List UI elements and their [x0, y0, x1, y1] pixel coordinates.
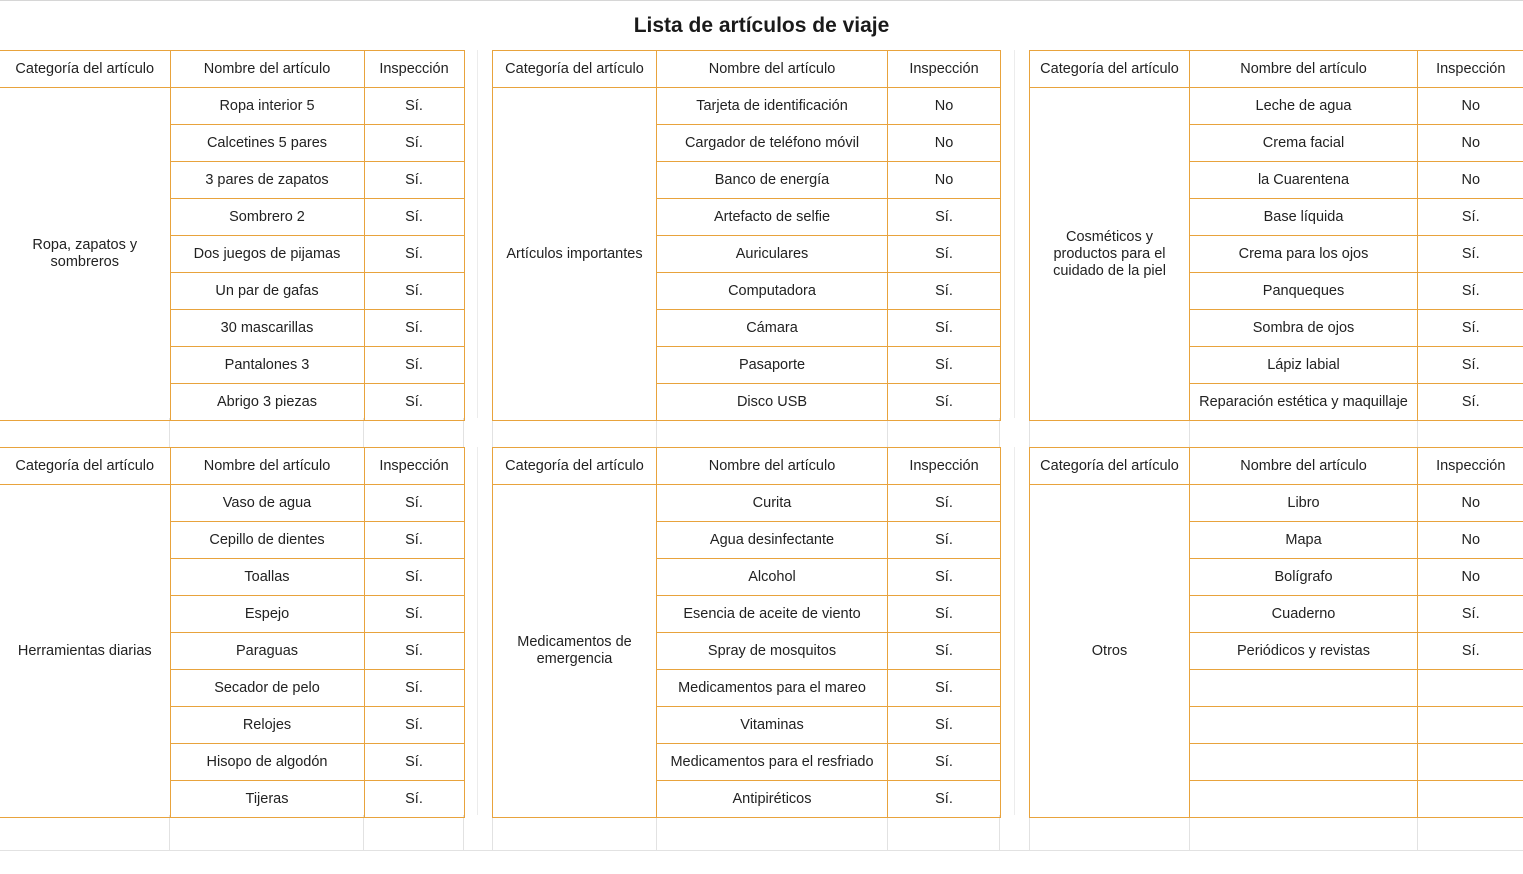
grid-line	[492, 815, 493, 851]
category-cell: Ropa, zapatos y sombreros	[0, 88, 170, 421]
grid-line	[887, 418, 888, 447]
inspection-cell: No	[1418, 162, 1523, 199]
header-category: Categoría del artículo	[0, 51, 170, 88]
table-ropa	[0, 50, 465, 419]
grid-line	[999, 418, 1000, 447]
section-row-top	[0, 50, 1523, 419]
grid-line	[363, 418, 364, 447]
grid-line	[492, 418, 493, 447]
header-row	[0, 51, 464, 88]
item-name-cell: Vaso de agua	[170, 485, 364, 522]
item-name-cell: Esencia de aceite de viento	[657, 596, 888, 633]
table-row	[1030, 88, 1523, 125]
inspection-cell: No	[1418, 125, 1523, 162]
grid-line	[463, 815, 464, 851]
item-name-cell: la Cuarentena	[1190, 162, 1418, 199]
item-name-cell: Leche de agua	[1190, 88, 1418, 125]
inspection-cell: Sí.	[888, 633, 1001, 670]
table-row	[493, 485, 1001, 522]
item-name-cell: Paraguas	[170, 633, 364, 670]
item-name-cell: Reparación estética y maquillaje	[1190, 384, 1418, 421]
inspection-cell: No	[1418, 88, 1523, 125]
inspection-cell: Sí.	[364, 522, 464, 559]
item-name-cell	[1190, 670, 1418, 707]
grid-line	[169, 418, 170, 447]
grid-line	[1029, 418, 1030, 447]
inspection-cell: Sí.	[364, 88, 464, 125]
header-row	[493, 51, 1001, 88]
header-row	[0, 448, 464, 485]
inspection-cell: No	[1418, 485, 1523, 522]
inspection-cell: Sí.	[364, 125, 464, 162]
inspection-cell: Sí.	[364, 236, 464, 273]
inspection-cell: No	[1418, 522, 1523, 559]
category-cell: Cosméticos y productos para el cuidado de la piel	[1030, 88, 1190, 421]
item-name-cell: Ropa interior 5	[170, 88, 364, 125]
grid-line	[1189, 418, 1190, 447]
inspection-cell: Sí.	[1418, 310, 1523, 347]
item-name-cell: Cuaderno	[1190, 596, 1418, 633]
category-cell: Medicamentos de emergencia	[493, 485, 657, 818]
item-name-cell: Tarjeta de identificación	[657, 88, 888, 125]
table-row	[0, 88, 464, 125]
inspection-cell: Sí.	[888, 744, 1001, 781]
inspection-cell: Sí.	[364, 384, 464, 421]
inspection-cell: Sí.	[888, 707, 1001, 744]
inspection-cell: Sí.	[364, 199, 464, 236]
header-row	[493, 448, 1001, 485]
grid-line	[887, 815, 888, 851]
inspection-cell: No	[888, 125, 1001, 162]
item-name-cell: Agua desinfectante	[657, 522, 888, 559]
item-name-cell: Cargador de teléfono móvil	[657, 125, 888, 162]
section-row-bottom	[0, 447, 1523, 816]
inspection-cell: Sí.	[888, 485, 1001, 522]
header-item-name: Nombre del artículo	[657, 51, 888, 88]
grid-line	[1189, 815, 1190, 851]
inspection-cell: Sí.	[1418, 199, 1523, 236]
item-name-cell: Crema facial	[1190, 125, 1418, 162]
grid-line	[463, 418, 464, 447]
header-category: Categoría del artículo	[493, 448, 657, 485]
table-herramientas	[0, 447, 465, 816]
inspection-cell: Sí.	[888, 273, 1001, 310]
inspection-cell: Sí.	[364, 633, 464, 670]
item-name-cell: Sombrero 2	[170, 199, 364, 236]
header-inspection: Inspección	[1418, 448, 1523, 485]
inspection-cell: Sí.	[364, 707, 464, 744]
table-row	[1030, 485, 1523, 522]
item-name-cell: Mapa	[1190, 522, 1418, 559]
item-name-cell: Computadora	[657, 273, 888, 310]
inspection-cell: Sí.	[364, 744, 464, 781]
inspection-cell: No	[888, 162, 1001, 199]
header-category: Categoría del artículo	[1030, 51, 1190, 88]
item-name-cell: Crema para los ojos	[1190, 236, 1418, 273]
inspection-cell: Sí.	[888, 236, 1001, 273]
category-cell: Otros	[1030, 485, 1190, 818]
header-category: Categoría del artículo	[0, 448, 170, 485]
inspection-cell: Sí.	[1418, 596, 1523, 633]
grid-line	[656, 418, 657, 447]
inspection-cell: Sí.	[1418, 384, 1523, 421]
item-name-cell: Spray de mosquitos	[657, 633, 888, 670]
item-name-cell: Bolígrafo	[1190, 559, 1418, 596]
header-category: Categoría del artículo	[1030, 448, 1190, 485]
inspection-cell: No	[1418, 559, 1523, 596]
inspection-cell: Sí.	[364, 781, 464, 818]
item-name-cell	[1190, 744, 1418, 781]
category-cell: Artículos importantes	[493, 88, 657, 421]
item-name-cell	[1190, 707, 1418, 744]
grid-line	[656, 815, 657, 851]
category-cell: Herramientas diarias	[0, 485, 170, 818]
header-item-name: Nombre del artículo	[657, 448, 888, 485]
item-name-cell: Pasaporte	[657, 347, 888, 384]
item-name-cell: Cámara	[657, 310, 888, 347]
table-importantes	[492, 50, 1001, 419]
inspection-cell: Sí.	[888, 347, 1001, 384]
item-name-cell: Cepillo de dientes	[170, 522, 364, 559]
inspection-cell: Sí.	[364, 310, 464, 347]
inspection-cell	[1418, 744, 1523, 781]
item-name-cell: Auriculares	[657, 236, 888, 273]
inspection-cell	[1418, 781, 1523, 818]
inspection-cell: Sí.	[364, 670, 464, 707]
item-name-cell: Base líquida	[1190, 199, 1418, 236]
item-name-cell: Espejo	[170, 596, 364, 633]
inspection-cell: Sí.	[888, 199, 1001, 236]
header-item-name: Nombre del artículo	[170, 448, 364, 485]
item-name-cell: Medicamentos para el mareo	[657, 670, 888, 707]
item-name-cell: Relojes	[170, 707, 364, 744]
table-row	[493, 88, 1001, 125]
inspection-cell: Sí.	[888, 670, 1001, 707]
item-name-cell: Pantalones 3	[170, 347, 364, 384]
item-name-cell: Toallas	[170, 559, 364, 596]
item-name-cell: Sombra de ojos	[1190, 310, 1418, 347]
item-name-cell: Banco de energía	[657, 162, 888, 199]
inspection-cell: Sí.	[1418, 236, 1523, 273]
item-name-cell: Curita	[657, 485, 888, 522]
table-medicamentos	[492, 447, 1001, 816]
item-name-cell: Tijeras	[170, 781, 364, 818]
inspection-cell: Sí.	[1418, 347, 1523, 384]
item-name-cell: Dos juegos de pijamas	[170, 236, 364, 273]
header-item-name: Nombre del artículo	[170, 51, 364, 88]
header-item-name: Nombre del artículo	[1190, 448, 1418, 485]
item-name-cell: Panqueques	[1190, 273, 1418, 310]
inspection-cell: Sí.	[364, 162, 464, 199]
inspection-cell: No	[888, 88, 1001, 125]
item-name-cell: 30 mascarillas	[170, 310, 364, 347]
inspection-cell: Sí.	[364, 559, 464, 596]
header-inspection: Inspección	[364, 51, 464, 88]
inspection-cell: Sí.	[364, 485, 464, 522]
item-name-cell: Calcetines 5 pares	[170, 125, 364, 162]
header-inspection: Inspección	[888, 51, 1001, 88]
inspection-cell: Sí.	[888, 596, 1001, 633]
item-name-cell: Libro	[1190, 485, 1418, 522]
item-name-cell: Antipiréticos	[657, 781, 888, 818]
item-name-cell: Secador de pelo	[170, 670, 364, 707]
inspection-cell: Sí.	[1418, 273, 1523, 310]
grid-line	[1417, 815, 1418, 851]
grid-line	[1417, 418, 1418, 447]
item-name-cell: Un par de gafas	[170, 273, 364, 310]
item-name-cell: Abrigo 3 piezas	[170, 384, 364, 421]
inspection-cell	[1418, 670, 1523, 707]
header-inspection: Inspección	[364, 448, 464, 485]
item-name-cell	[1190, 781, 1418, 818]
table-row	[0, 485, 464, 522]
inspection-cell	[1418, 707, 1523, 744]
item-name-cell: Artefacto de selfie	[657, 199, 888, 236]
top-divider	[0, 0, 1523, 1]
item-name-cell: Alcohol	[657, 559, 888, 596]
grid-line	[1029, 815, 1030, 851]
inspection-cell: Sí.	[888, 781, 1001, 818]
table-otros	[1029, 447, 1523, 816]
inspection-cell: Sí.	[364, 273, 464, 310]
inspection-cell: Sí.	[364, 596, 464, 633]
header-inspection: Inspección	[888, 448, 1001, 485]
header-row	[1030, 448, 1523, 485]
item-name-cell: 3 pares de zapatos	[170, 162, 364, 199]
header-row	[1030, 51, 1523, 88]
grid-line	[363, 815, 364, 851]
header-item-name: Nombre del artículo	[1190, 51, 1418, 88]
inspection-cell: Sí.	[364, 347, 464, 384]
inspection-cell: Sí.	[888, 384, 1001, 421]
item-name-cell: Medicamentos para el resfriado	[657, 744, 888, 781]
item-name-cell: Periódicos y revistas	[1190, 633, 1418, 670]
header-inspection: Inspección	[1418, 51, 1523, 88]
inspection-cell: Sí.	[888, 559, 1001, 596]
inspection-cell: Sí.	[888, 522, 1001, 559]
inspection-cell: Sí.	[1418, 633, 1523, 670]
page-title: Lista de artículos de viaje	[633, 14, 890, 37]
table-cosmeticos	[1029, 50, 1523, 419]
header-category: Categoría del artículo	[493, 51, 657, 88]
grid-line	[999, 815, 1000, 851]
item-name-cell: Hisopo de algodón	[170, 744, 364, 781]
grid-line	[0, 850, 1523, 851]
item-name-cell: Disco USB	[657, 384, 888, 421]
grid-line	[169, 815, 170, 851]
inspection-cell: Sí.	[888, 310, 1001, 347]
item-name-cell: Vitaminas	[657, 707, 888, 744]
item-name-cell: Lápiz labial	[1190, 347, 1418, 384]
